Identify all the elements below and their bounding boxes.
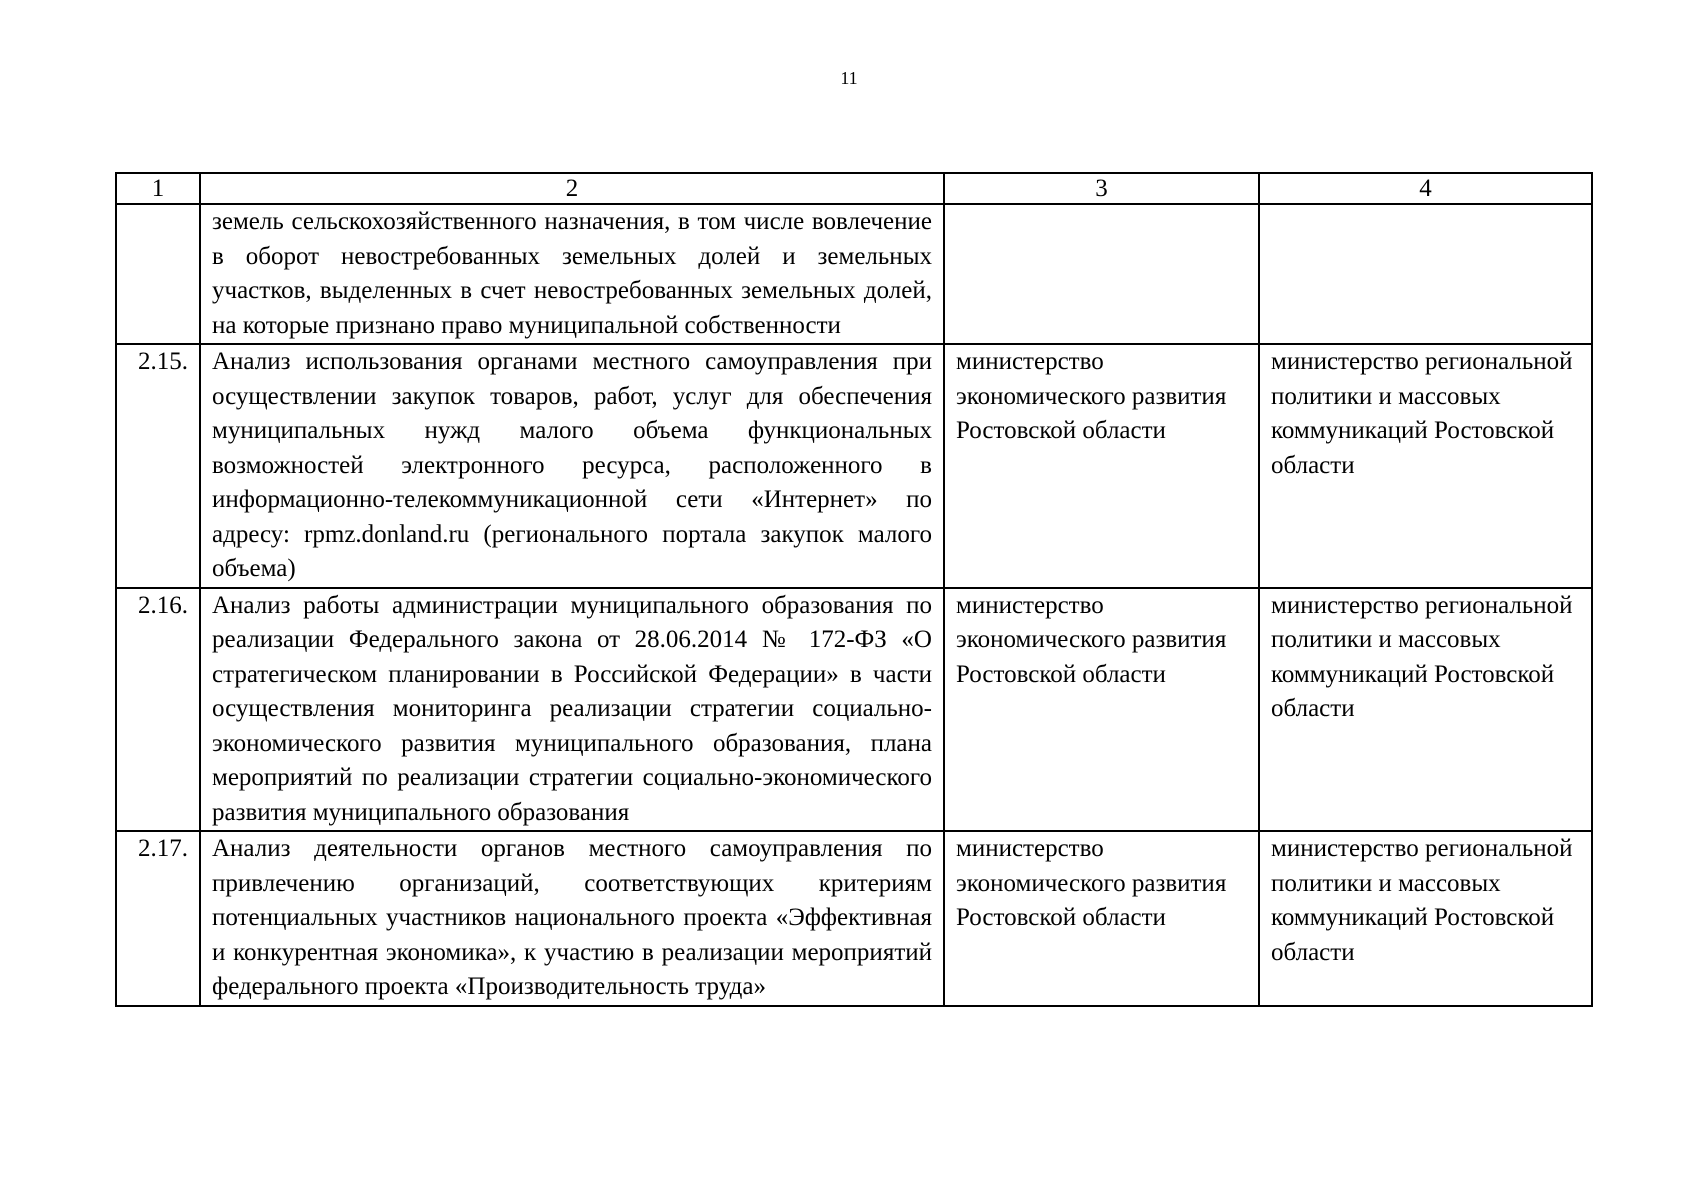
co-executor: министерство региональной политики и массовых коммуникаций Ростовской области [1259,344,1592,588]
responsible-executor: министерство экономического развития Ростовской области [944,344,1259,588]
responsible-executor: министерство экономического развития Ростовской области [944,831,1259,1006]
row-number: 2.15. [116,344,200,588]
column-header-3: 3 [944,173,1259,204]
table-row [116,831,1592,1006]
page-number: 11 [840,68,858,88]
table-row [116,204,1592,344]
responsible-executor [944,204,1259,344]
responsible-executor: министерство экономического развития Ростовской области [944,588,1259,832]
table-body [116,204,1592,1006]
co-executor: министерство региональной политики и массовых коммуникаций Ростовской области [1259,831,1592,1006]
row-number [116,204,200,344]
measure-description: Анализ деятельности органов местного самоуправления по привлечению организаций, соответствующих критериям потенциальных участников национального проекта «Эффективная и конкурентная экономика», к участию в реализации мероприятий федерального проекта «Производительность труда» [200,831,944,1006]
column-header-1: 1 [116,173,200,204]
column-header-2: 2 [200,173,944,204]
measures-table [115,172,1593,1007]
co-executor [1259,204,1592,344]
row-number: 2.16. [116,588,200,832]
table-header [116,173,1592,204]
header-row [116,173,1592,204]
row-number: 2.17. [116,831,200,1006]
table-row [116,588,1592,832]
measure-description: земель сельскохозяйственного назначения, в том числе вовлечение в оборот невостребованных земельных долей и земельных участков, выделенных в счет невостребованных земельных долей, на которые признано право муниципальной собственности [200,204,944,344]
column-header-4: 4 [1259,173,1592,204]
measure-description: Анализ работы администрации муниципального образования по реализации Федерального закона от 28.06.2014 № 172-ФЗ «О стратегическом планировании в Российской Федерации» в части осуществления мониторинга реализации стратегии социально-экономического развития муниципального образования, плана мероприятий по реализации стратегии социально-экономического развития муниципального образования [200,588,944,832]
table-row [116,344,1592,588]
co-executor: министерство региональной политики и массовых коммуникаций Ростовской области [1259,588,1592,832]
measure-description: Анализ использования органами местного самоуправления при осуществлении закупок товаров, работ, услуг для обеспечения муниципальных нужд малого объема функциональных возможностей электронного ресурса, расположенного в информационно-телекоммуникационной сети «Интернет» по адресу: rpmz.donland.ru (регионального портала закупок малого объема) [200,344,944,588]
